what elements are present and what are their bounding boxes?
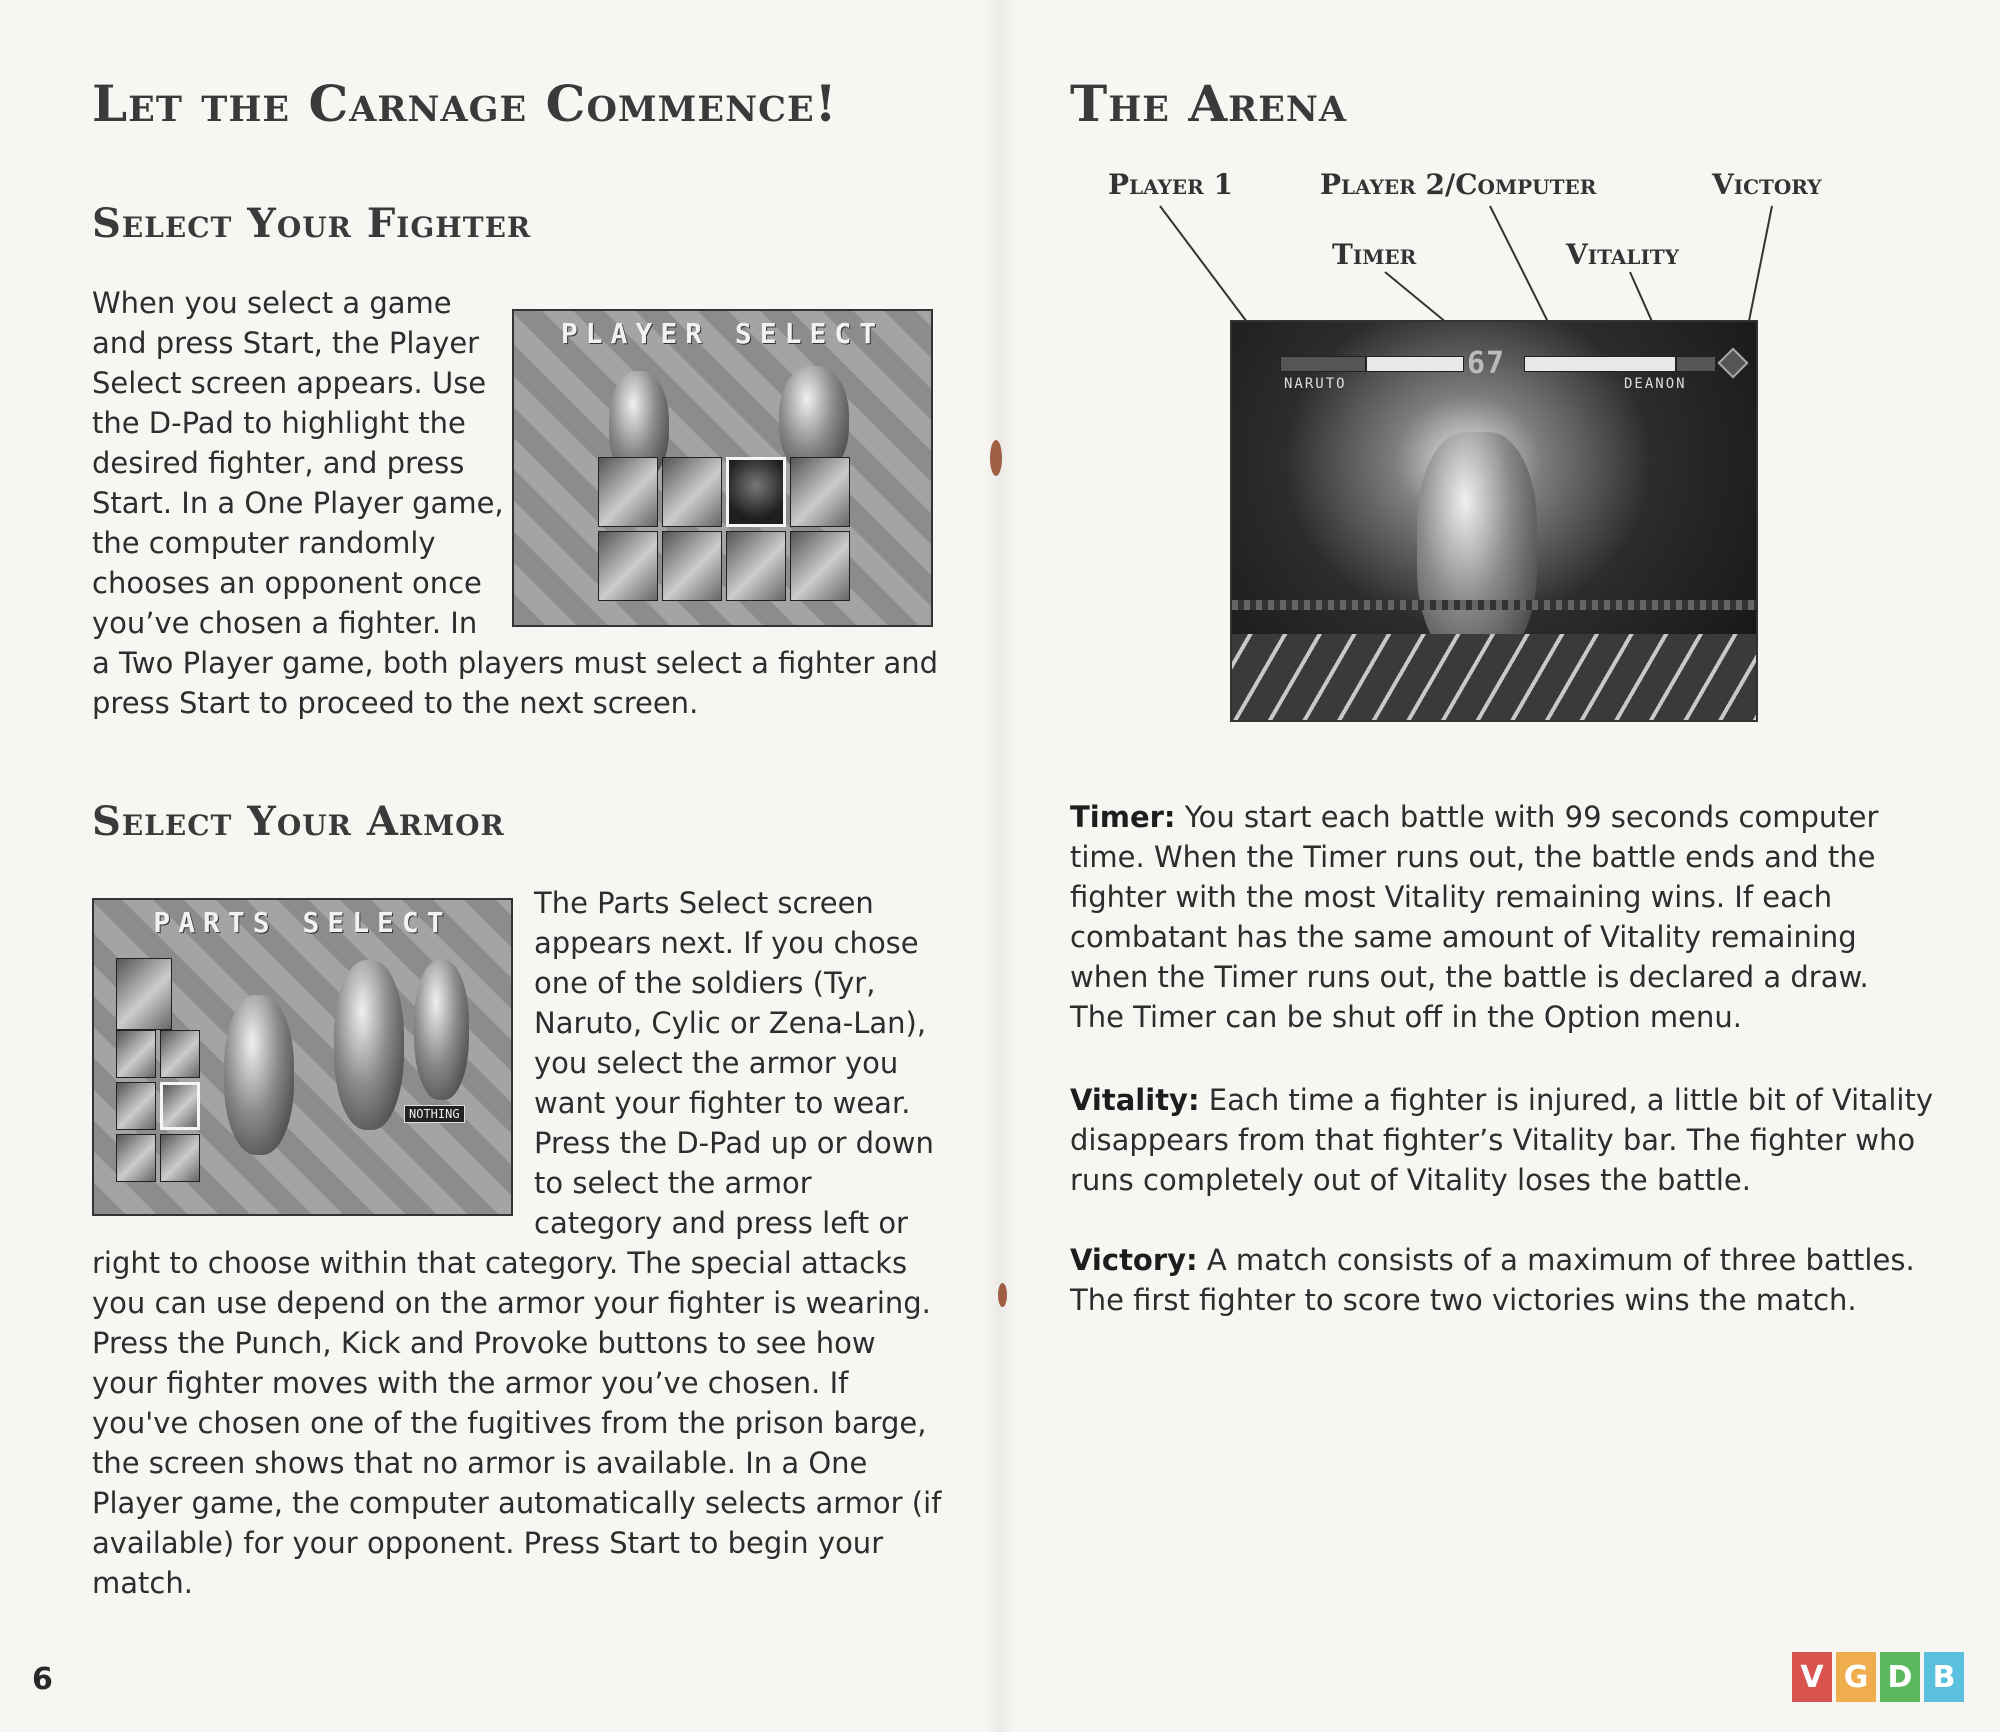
arena-rail xyxy=(1232,600,1756,610)
text-line: combatant has the same amount of Vitality remaining xyxy=(1070,920,1857,954)
screenshot-title: PARTS SELECT xyxy=(153,906,452,939)
text-line: you’ve chosen a fighter. In xyxy=(92,606,478,640)
victory-paragraph xyxy=(1070,1240,1915,1320)
text-line: you can use depend on the armor your fighter is wearing. xyxy=(92,1286,931,1320)
text-line: appears next. If you chose xyxy=(534,926,919,960)
text-line: the computer randomly xyxy=(92,526,436,560)
logo-letter-v: V xyxy=(1792,1652,1832,1702)
text-line: When you select a game xyxy=(92,286,452,320)
text-line: The Timer can be shut off in the Option menu. xyxy=(1070,1000,1742,1034)
text-line: Start. In a One Player game, xyxy=(92,486,504,520)
label-vitality: Vitality xyxy=(1566,238,1679,271)
parts-select-screenshot xyxy=(92,898,513,1216)
text-line: your fighter moves with the armor you’ve chosen. If xyxy=(92,1366,849,1400)
fighter-sprite xyxy=(414,960,469,1100)
fighter-portrait xyxy=(662,457,722,527)
player-1-vitality-bar xyxy=(1366,356,1464,372)
text-line: you've chosen one of the fugitives from the prison barge, xyxy=(92,1406,927,1440)
text-line: Player game, the computer automatically selects armor (if xyxy=(92,1486,942,1520)
logo-letter-g: G xyxy=(1836,1652,1876,1702)
fighter-heading: Select Your Fighter xyxy=(92,200,532,247)
text-line: available) for your opponent. Press Start to begin your xyxy=(92,1526,884,1560)
text-line: Naruto, Cylic or Zena-Lan), xyxy=(534,1006,927,1040)
logo-letter-d: D xyxy=(1880,1652,1920,1702)
text-line: match. xyxy=(92,1566,193,1600)
text-line: want your fighter to wear. xyxy=(534,1086,911,1120)
screenshot-title: PLAYER SELECT xyxy=(560,317,885,350)
text-line: runs completely out of Vitality loses the battle. xyxy=(1070,1163,1751,1197)
text-line: one of the soldiers (Tyr, xyxy=(534,966,876,1000)
player-2-name: DEANON xyxy=(1624,376,1687,392)
text-line: desired fighter, and press xyxy=(92,446,465,480)
armor-slot xyxy=(160,1134,200,1182)
armor-slot xyxy=(116,1030,156,1078)
armor-text-side xyxy=(534,883,934,1243)
nothing-tag: NOTHING xyxy=(404,1105,465,1123)
fighter-portrait xyxy=(726,457,786,527)
text-line: Press the D-Pad up or down xyxy=(534,1126,934,1160)
arena-title: The Arena xyxy=(1070,74,1348,133)
armor-slot xyxy=(116,1082,156,1130)
fighter-portrait xyxy=(790,531,850,601)
label-timer: Timer xyxy=(1332,238,1417,271)
fighter-portrait xyxy=(726,531,786,601)
fighter-sprite xyxy=(1417,432,1537,662)
text-line: Select screen appears. Use xyxy=(92,366,487,400)
vitality-paragraph xyxy=(1070,1080,1933,1200)
page-number: 6 xyxy=(32,1662,53,1697)
text-line: press Start to proceed to the next screen. xyxy=(92,686,699,720)
armor-slot xyxy=(160,1082,200,1130)
fighter-portrait xyxy=(790,457,850,527)
arena-floor xyxy=(1232,634,1756,720)
player-1-vitality-empty xyxy=(1280,356,1366,372)
text-line: time. When the Timer runs out, the battle ends and the xyxy=(1070,840,1876,874)
victory-icon xyxy=(1717,347,1748,378)
vgdb-logo xyxy=(1792,1652,1964,1702)
text-line: category and press left or xyxy=(534,1206,908,1240)
fighter-sprite xyxy=(334,960,404,1130)
text-line: the D-Pad to highlight the xyxy=(92,406,466,440)
text-line: Press the Punch, Kick and Provoke buttons to see how xyxy=(92,1326,876,1360)
text-line: A match consists of a maximum of three battles. xyxy=(1197,1243,1915,1277)
fighter-sprite xyxy=(224,995,294,1155)
fighter-portrait xyxy=(116,958,172,1030)
right-page xyxy=(1000,0,2000,1732)
label-victory: Victory xyxy=(1712,168,1822,201)
text-line: The Parts Select screen xyxy=(534,886,874,920)
text-line: fighter with the most Vitality remaining wins. If each xyxy=(1070,880,1833,914)
timer-paragraph xyxy=(1070,797,1878,1037)
logo-letter-b: B xyxy=(1924,1652,1964,1702)
page-title: Let the Carnage Commence! xyxy=(92,74,838,133)
armor-text-full xyxy=(92,1243,941,1603)
label-player-1: Player 1 xyxy=(1108,168,1234,201)
text-line: when the Timer runs out, the battle is declared a draw. xyxy=(1070,960,1869,994)
text-line: and press Start, the Player xyxy=(92,326,480,360)
fighter-portrait xyxy=(662,531,722,601)
armor-slot xyxy=(160,1030,200,1078)
text-line: the screen shows that no armor is available. In a One xyxy=(92,1446,868,1480)
player-2-vitality-empty xyxy=(1676,356,1716,372)
text-line: chooses an opponent once xyxy=(92,566,482,600)
player-1-name: NARUTO xyxy=(1284,376,1347,392)
arena-screenshot xyxy=(1230,320,1758,722)
term-timer: Timer: xyxy=(1070,800,1176,834)
text-line: Each time a fighter is injured, a little bit of Vitality xyxy=(1199,1083,1934,1117)
text-line: a Two Player game, both players must select a fighter and xyxy=(92,646,939,680)
parts-grid xyxy=(116,1030,200,1182)
text-line: you select the armor you xyxy=(534,1046,899,1080)
fighter-portrait xyxy=(598,457,658,527)
term-vitality: Vitality: xyxy=(1070,1083,1200,1117)
fighter-grid xyxy=(598,457,850,601)
fighter-portrait xyxy=(598,531,658,601)
text-line: right to choose within that category. The special attacks xyxy=(92,1246,908,1280)
armor-heading: Select Your Armor xyxy=(92,798,505,845)
text-line: You start each battle with 99 seconds computer xyxy=(1175,800,1879,834)
timer-readout: 67 xyxy=(1467,346,1506,381)
player-select-screenshot xyxy=(512,309,933,627)
callout-line-player-2 xyxy=(1490,206,1553,332)
player-2-vitality-bar xyxy=(1524,356,1676,372)
text-line: The first fighter to score two victories wins the match. xyxy=(1070,1283,1857,1317)
label-player-2-computer: Player 2/Computer xyxy=(1320,168,1597,201)
text-line: to select the armor xyxy=(534,1166,812,1200)
armor-slot xyxy=(116,1134,156,1182)
text-line: disappears from that fighter’s Vitality bar. The fighter who xyxy=(1070,1123,1916,1157)
term-victory: Victory: xyxy=(1070,1243,1198,1277)
